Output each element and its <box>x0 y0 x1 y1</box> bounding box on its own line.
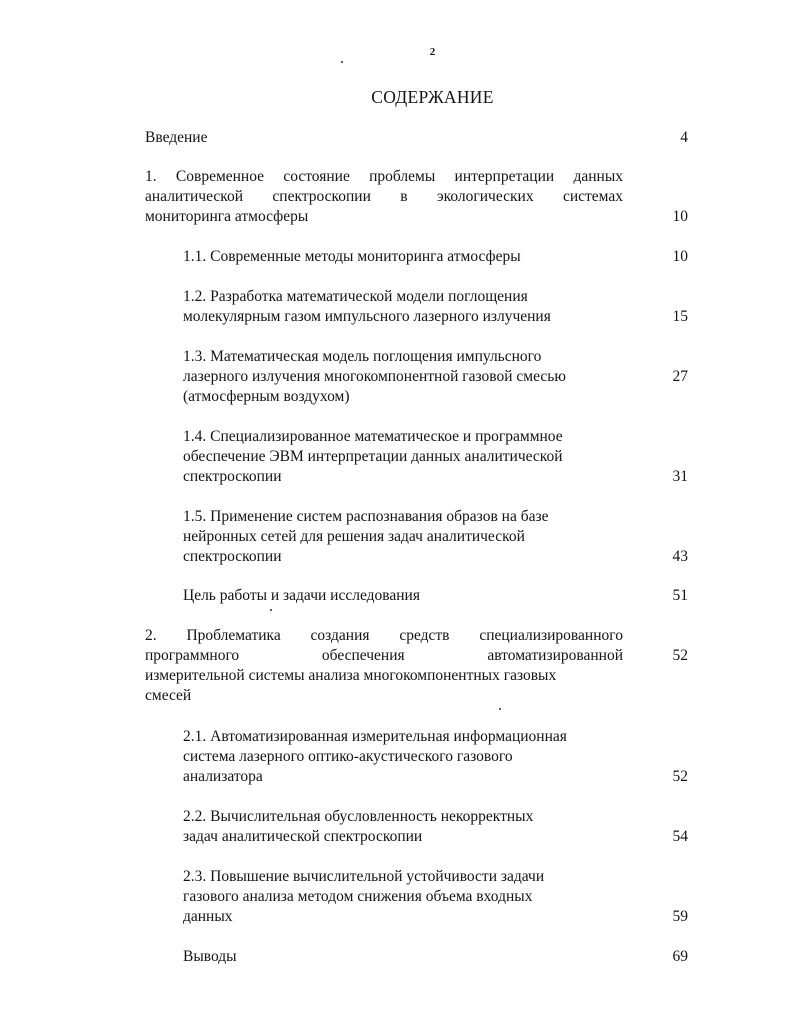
toc-line: данных <box>183 908 233 925</box>
toc-page-number: 52 <box>672 647 688 664</box>
toc-line: молекулярным газом импульсного лазерного излучения <box>183 308 551 325</box>
toc-page-number: 15 <box>672 308 688 325</box>
toc-line: обеспечение ЭВМ интерпретации данных аналитической <box>183 448 563 465</box>
toc-entry-conclusions <box>183 947 603 967</box>
toc-line: 1. Современное состояние проблемы интерпретации данных <box>145 168 623 185</box>
toc-line: газового анализа методом снижения объема входных <box>183 888 533 905</box>
toc-line: измерительной системы анализа многокомпонентных газовых <box>145 667 557 684</box>
toc-page-number: 59 <box>672 908 688 925</box>
toc-line: 2. Проблематика создания средств специализированного <box>145 627 623 644</box>
toc-page-number: 54 <box>672 828 688 845</box>
scan-speck <box>270 609 272 611</box>
toc-page-number: 69 <box>672 948 688 965</box>
toc-line: 1.4. Специализированное математическое и программное <box>183 428 563 445</box>
toc-line: Выводы <box>183 948 237 965</box>
toc-line: 1.2. Разработка математической модели поглощения <box>183 288 528 305</box>
toc-line: мониторинга атмосферы <box>145 208 309 225</box>
toc-page-number: 10 <box>672 248 688 265</box>
toc-line: Цель работы и задачи исследования <box>183 587 420 604</box>
toc-line: (атмосферным воздухом) <box>183 388 350 405</box>
toc-page-number: 27 <box>672 368 688 385</box>
toc-line: 2.1. Автоматизированная измерительная информационная <box>183 728 567 745</box>
toc-page-number: 51 <box>672 587 688 604</box>
toc-entry-section-1-4 <box>183 427 623 487</box>
toc-line: система лазерного оптико-акустического газового <box>183 748 513 765</box>
toc-line: 2.2. Вычислительная обусловленность некорректных <box>183 808 534 825</box>
toc-page-number: 52 <box>672 768 688 785</box>
toc-entry-section-1-5 <box>183 507 623 567</box>
toc-entry-chapter-2 <box>145 626 623 706</box>
scan-speck <box>341 61 343 63</box>
scan-speck <box>499 708 501 710</box>
toc-line: Введение <box>145 129 208 146</box>
toc-page-number: 10 <box>672 208 688 225</box>
toc-page-number: 4 <box>680 129 688 146</box>
toc-line: лазерного излучения многокомпонентной газовой смесью <box>183 368 566 385</box>
toc-line: 1.3. Математическая модель поглощения импульсного <box>183 348 542 365</box>
toc-line: смесей <box>145 687 192 704</box>
toc-entry-section-2-3 <box>183 867 623 927</box>
toc-entry-goals <box>183 586 603 606</box>
toc-line: нейронных сетей для решения задач аналитической <box>183 528 525 545</box>
toc-entry-chapter-1 <box>145 167 623 227</box>
toc-line: спектроскопии <box>183 548 282 565</box>
toc-entry-section-1-1 <box>183 247 603 267</box>
toc-entry-section-2-2 <box>183 807 623 847</box>
toc-line: аналитической спектроскопии в экологических системах <box>145 188 623 205</box>
toc-line: 2.3. Повышение вычислительной устойчивости задачи <box>183 868 545 885</box>
toc-line: программного обеспечения автоматизированной <box>145 647 623 664</box>
toc-entry-section-2-1 <box>183 727 623 787</box>
toc-line: 1.1. Современные методы мониторинга атмосферы <box>183 248 521 265</box>
toc-entry-section-1-2 <box>183 287 623 327</box>
toc-page-number: 31 <box>672 468 688 485</box>
page-title: СОДЕРЖАНИЕ <box>371 87 494 107</box>
toc-line: задач аналитической спектроскопии <box>183 828 423 845</box>
toc-line: анализатора <box>183 768 263 785</box>
toc-entry-section-1-3 <box>183 347 623 407</box>
toc-page-number: 43 <box>672 548 688 565</box>
toc-line: 1.5. Применение систем распознавания образов на базе <box>183 508 549 525</box>
toc-line: спектроскопии <box>183 468 282 485</box>
page-number: 2 <box>429 46 436 58</box>
toc-entry-introduction <box>145 128 565 148</box>
